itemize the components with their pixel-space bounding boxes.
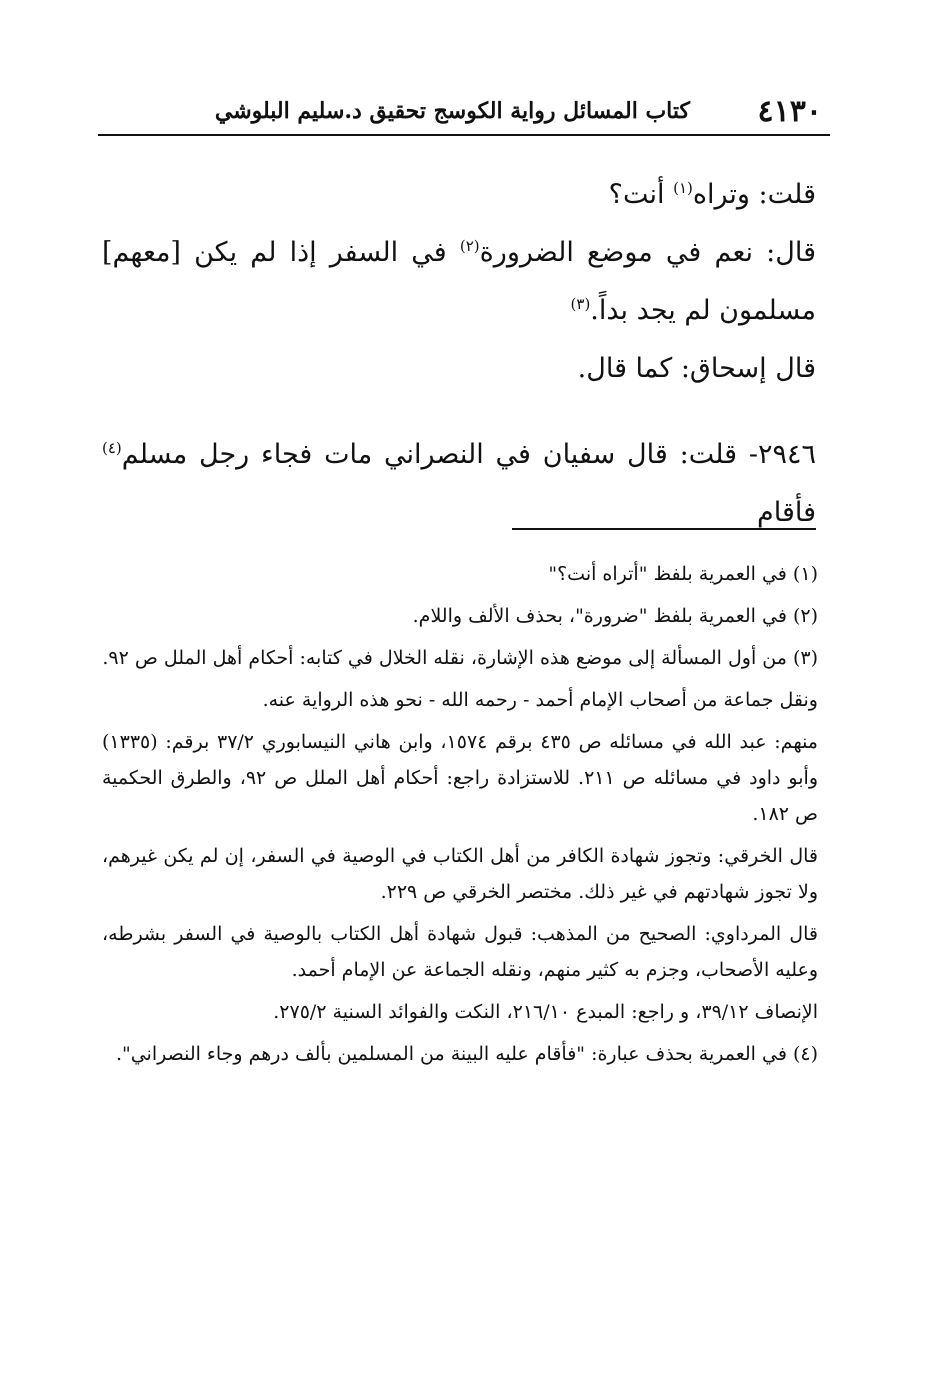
book-title: كتاب المسائل رواية الكوسج تحقيق د.سليم البلوشي <box>214 98 690 124</box>
footnote-divider <box>512 528 816 530</box>
main-line-4: ٢٩٤٦- قلت: قال سفيان في النصراني مات فجاء رجل مسلم$^{(٤)}$ فأقام <box>102 439 816 528</box>
footnote-3: (٣) من أول المسألة إلى موضع هذه الإشارة، نقله الخلال في كتابه: أحكام أهل الملل ص ٩٢. <box>102 647 818 669</box>
footnote-ref-3: (٣) <box>570 295 591 313</box>
footnote-3-paragraph-6: الإنصاف ٣٩/١٢، و راجع: المبدع ٢١٦/١٠، النكت والفوائد السنية ٢٧٥/٢. <box>273 1001 818 1023</box>
footnote-3-paragraph-4: قال الخرقي: وتجوز شهادة الكافر من أهل الكتاب في الوصية في السفر، إن لم يكن غيرهم، ولا تجوز شهادتهم في غير ذلك. مختصر الخرقي ص ٢٢٩. <box>102 845 818 903</box>
footnote-2: (٢) في العمرية بلفظ "ضرورة"، بحذف الألف واللام. <box>412 605 818 627</box>
footnote-4: (٤) في العمرية بحذف عبارة: "فأقام عليه البينة من المسلمين بألف درهم وجاء النصراني". <box>115 1043 818 1065</box>
footnote-1: (١) في العمرية بلفظ "أتراه أنت؟" <box>548 563 818 585</box>
footnote-ref-1: (١) <box>673 179 693 197</box>
main-text <box>102 166 816 542</box>
footnote-3-paragraph-5: قال المرداوي: الصحيح من المذهب: قبول شهادة أهل الكتاب بالوصية في السفر بشرطه، وعليه الأصحاب، وجزم به كثير منهم، ونقله الجماعة عن الإمام أحمد. <box>102 923 818 981</box>
page-number: ٤١٣٠ <box>757 94 822 129</box>
header-divider <box>98 134 830 136</box>
main-line-3: قال إسحاق: كما قال. <box>577 353 816 384</box>
footnote-ref-2: (٢) <box>459 237 480 255</box>
footnote-3-paragraph-2: ونقل جماعة من أصحاب الإمام أحمد - رحمه الله - نحو هذه الرواية عنه. <box>262 689 818 711</box>
footnotes <box>102 556 818 1078</box>
main-line-1: قلت: وتراه$^{(١)}$ أنت؟ <box>608 179 816 210</box>
footnote-3-paragraph-3: منهم: عبد الله في مسائله ص ٤٣٥ برقم ١٥٧٤، وابن هاني النيسابوري ٣٧/٢ برقم: (١٣٣٥) وأبو داود في مسائله ص ٢١١. للاستزادة راجع: أحكام أهل الملل ص ٩٢، والطرق الحكمية ص ١٨٢. <box>102 731 818 825</box>
paragraph-gap <box>102 398 816 426</box>
footnote-ref-4: (٤) <box>102 439 122 457</box>
running-header <box>98 92 830 134</box>
main-line-2: قال: نعم في موضع الضرورة$^{(٢)}$ في السفر إذا لم يكن [معهم] مسلمون لم يجد بداً.$^{(٣)}$ <box>102 237 816 326</box>
